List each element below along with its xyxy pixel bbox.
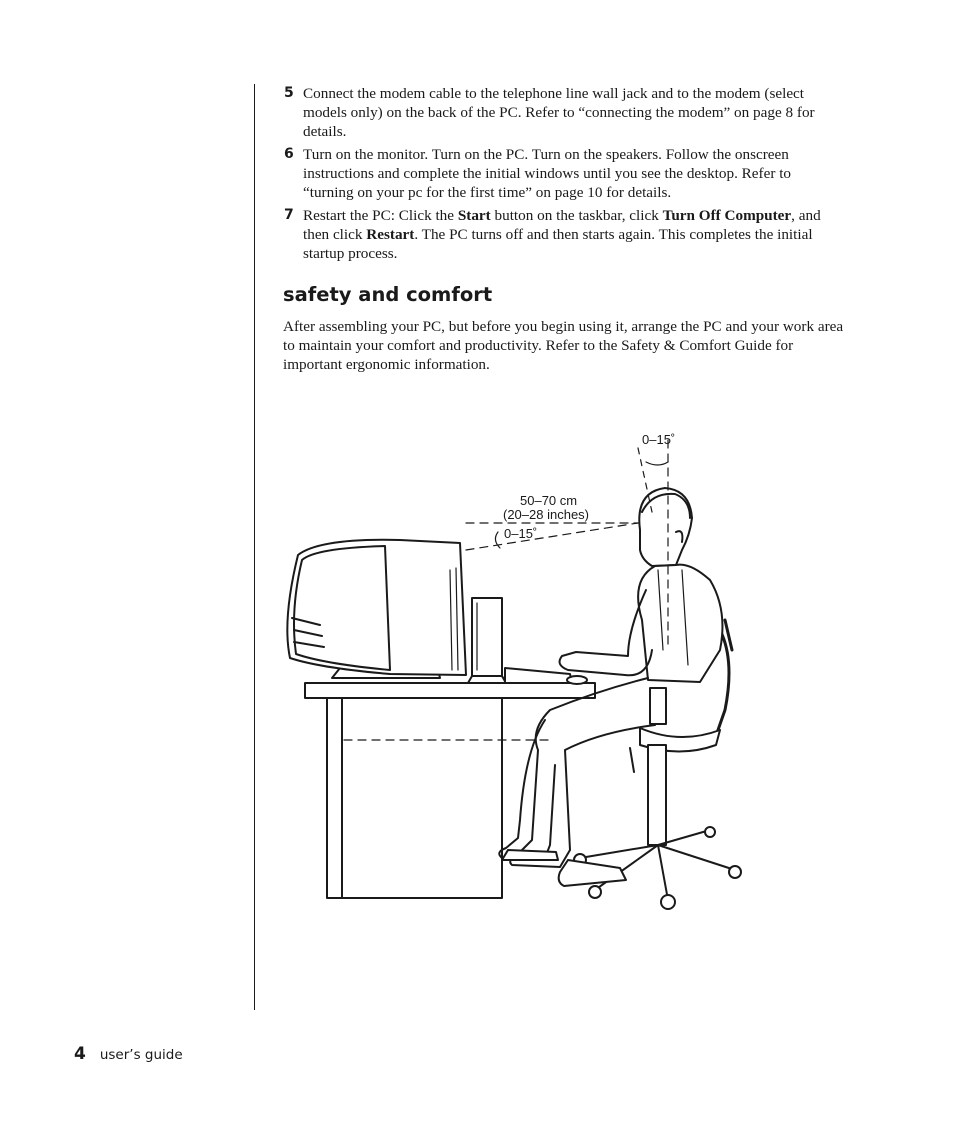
- step-number: 7: [284, 207, 294, 223]
- monitor-drawing: [287, 540, 466, 678]
- distance-label-in: (20–28 inches): [503, 507, 589, 522]
- guide-title: user’s guide: [99, 1047, 183, 1063]
- page-footer: [74, 1044, 183, 1064]
- step-text-run: Turn on the monitor. Turn on the PC. Turn on the speakers. Follow the onscreen instructions and complete the initial windows until you see the desktop. Refer to “turning on your pc for the first time” on page 10 for details.: [303, 146, 792, 201]
- step-item: [284, 84, 844, 141]
- pc-tower-drawing: [468, 598, 506, 683]
- step-item: [284, 206, 844, 263]
- step-text-run: Connect the modem cable to the telephone line wall jack and to the modem (select models only) on the back of the PC. Refer to “connecting the modem” on page 8 for details.: [303, 85, 815, 140]
- head-tilt-label: 0–15˚: [642, 432, 676, 447]
- page-number: 4: [74, 1044, 86, 1064]
- step-ui-term: Start: [457, 207, 491, 224]
- section-heading: safety and comfort: [283, 283, 493, 306]
- step-number: 6: [284, 146, 294, 162]
- gaze-angle-label: 0–15˚: [504, 526, 538, 541]
- step-text: [303, 85, 815, 140]
- step-text: [303, 207, 821, 262]
- step-list: [284, 84, 844, 267]
- step-number: 5: [284, 85, 294, 101]
- step-text-run: . The PC turns off and then starts again. This completes the initial startup process.: [303, 226, 813, 262]
- step-ui-term: Restart: [366, 226, 415, 243]
- step-text-run: button on the taskbar, click: [490, 207, 663, 224]
- margin-rule: [254, 84, 255, 1010]
- step-text: [303, 146, 791, 201]
- step-item: [284, 145, 844, 202]
- step-ui-term: Turn Off Computer: [662, 207, 792, 224]
- section-paragraph: After assembling your PC, but before you begin using it, arrange the PC and your work area to maintain your comfort and productivity. Refer to the Safety & Comfort Guide for important ergonomic information.: [283, 318, 844, 373]
- step-text-run: , and then click: [303, 207, 821, 243]
- ergonomic-illustration: [280, 420, 760, 920]
- step-text-run: Restart the PC: Click the: [303, 207, 458, 224]
- distance-label-cm: 50–70 cm: [520, 493, 578, 508]
